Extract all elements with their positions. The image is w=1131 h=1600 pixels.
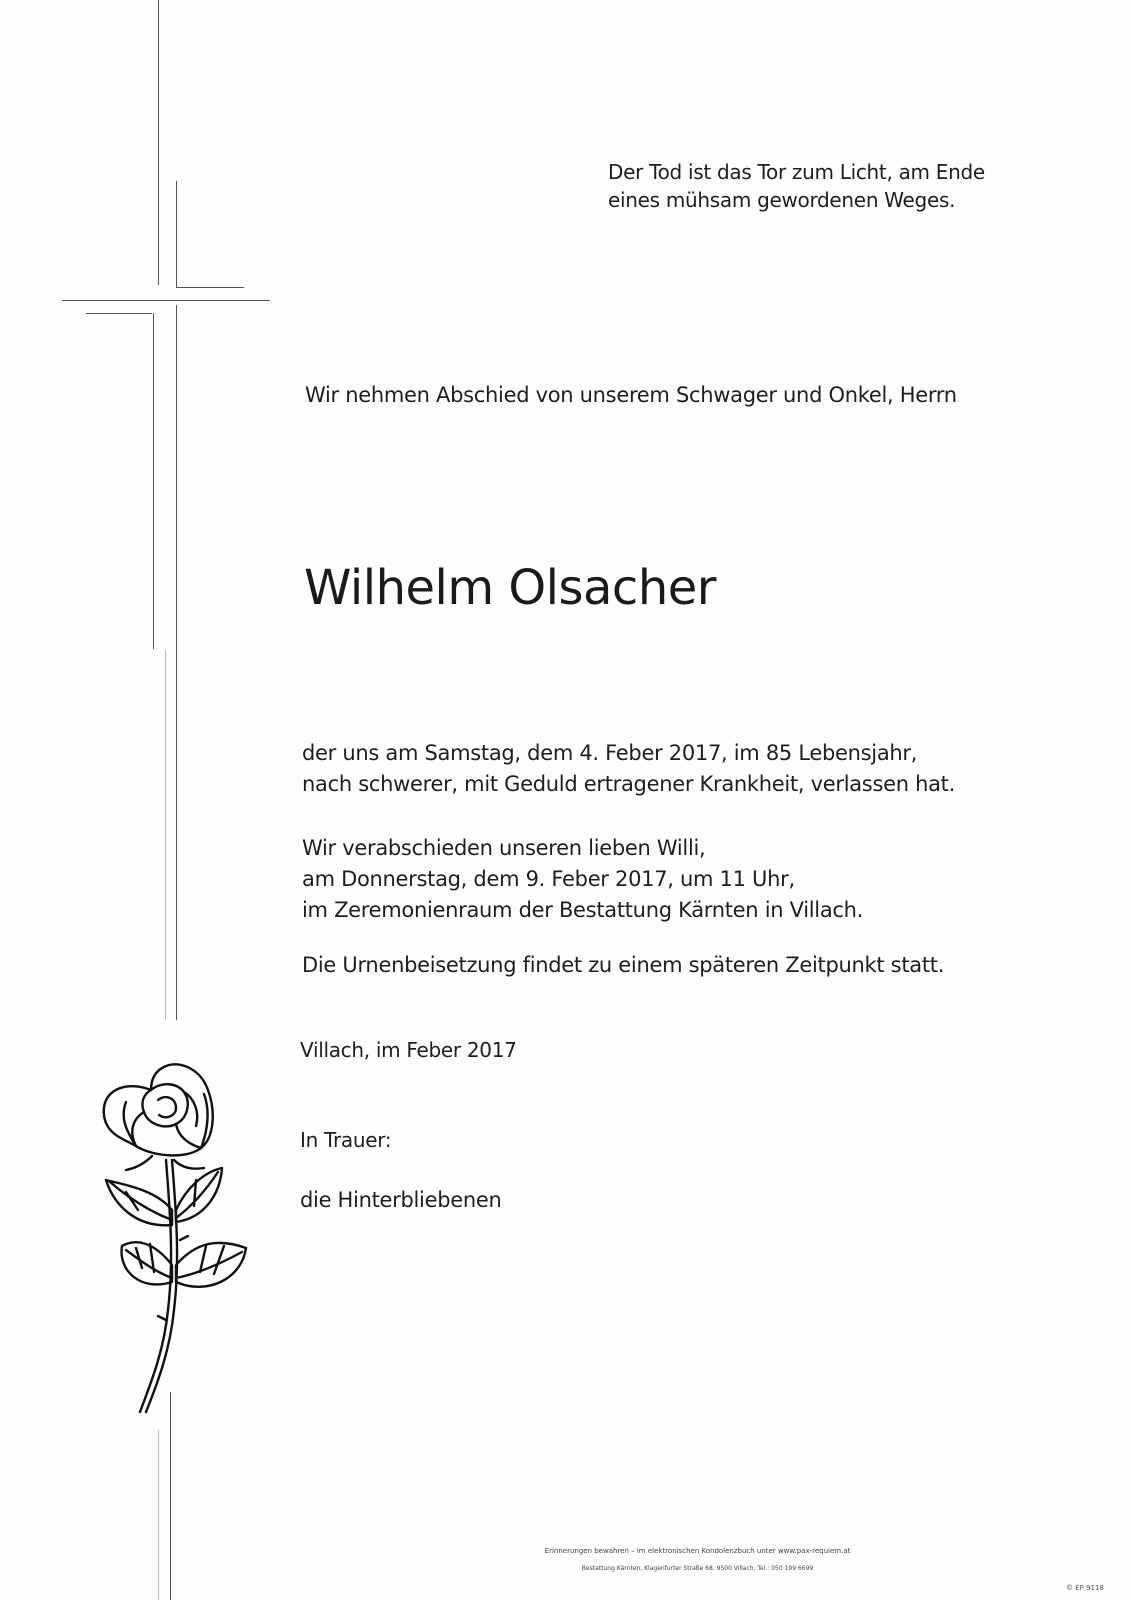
cross-top-arm [176,287,244,288]
cross-bottom-stem-accent [158,1430,159,1600]
deceased-name: Wilhelm Olsacher [304,560,716,616]
motto-line-1: Der Tod ist das Tor zum Licht, am Ende [608,160,985,184]
cross-vertical-lower-right [176,305,177,1020]
cross-thin-accent [165,650,166,1020]
mourning-label: In Trauer: [300,1128,392,1152]
footer-address-line: Bestattung Kärnten, Klagenfurter Straße 68, 9500 Villach, Tel.: 050 199 6699 [581,1565,814,1572]
death-notice [302,738,955,800]
print-code: © EP 9118 [1066,1584,1104,1592]
farewell-line-2: am Donnerstag, dem 9. Feber 2017, um 11 Uhr, [302,867,795,891]
rose-icon [96,1060,276,1420]
cross-vertical-right [176,181,177,287]
urn-notice: Die Urnenbeisetzung findet zu einem späteren Zeitpunkt statt. [302,953,945,977]
farewell-line-3: im Zeremonienraum der Bestattung Kärnten in Villach. [302,898,864,922]
place-date: Villach, im Feber 2017 [300,1038,517,1062]
farewell-line-1: Wir verabschieden unseren lieben Willi, [302,836,706,860]
farewell-notice [302,833,863,926]
death-notice-line-2: nach schwerer, mit Geduld ertragener Krankheit, verlassen hat. [302,772,955,796]
footer-condolence-line: Erinnerungen bewahren – im elektronischen Kondolenzbuch unter www.pax-requiem.at [544,1547,851,1555]
motto-line-2: eines mühsam gewordenen Weges. [608,188,956,212]
intro-text: Wir nehmen Abschied von unserem Schwager und Onkel, Herrn [305,383,957,407]
cross-horizontal-beam [62,300,270,301]
motto-text [608,158,985,214]
death-notice-line-1: der uns am Samstag, dem 4. Feber 2017, im 85 Lebensjahr, [302,741,918,765]
cross-vertical-left [158,0,159,285]
mourners-text: die Hinterbliebenen [300,1188,502,1212]
cross-vertical-lower-left [153,313,154,649]
cross-lower-left-arm [86,313,152,314]
